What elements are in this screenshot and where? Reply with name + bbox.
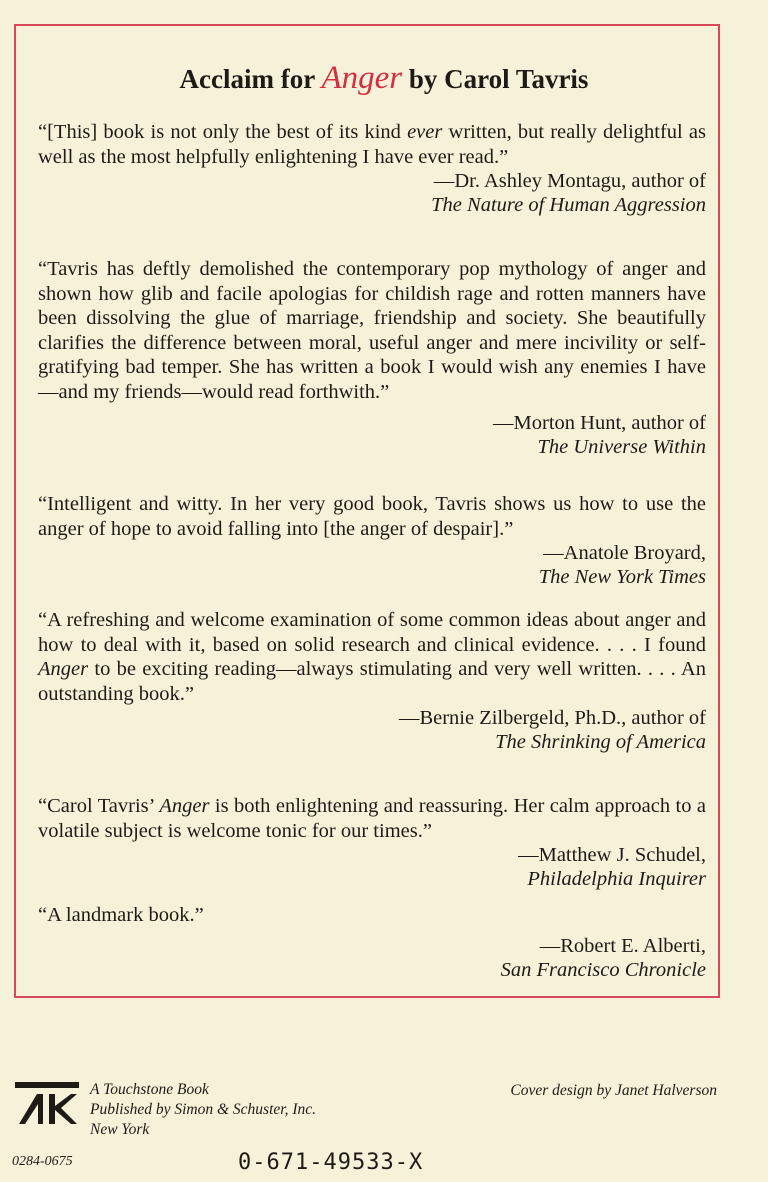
published-by: Published by Simon & Schuster, Inc. <box>90 1101 317 1118</box>
review-attribution: —Matthew J. Schudel, Philadelphia Inquirer <box>518 844 706 891</box>
work-title: San Francisco Chronicle <box>500 958 706 981</box>
book-title: Anger <box>321 60 403 96</box>
review-quote: “A refreshing and welcome examination of some common ideas about anger and how to deal with it, based on solid research and clinical evidence. . . . I found Anger to be exciting reading—always stimulating and very well written. . . . An outstanding book.” <box>38 609 706 705</box>
review-quote: “Carol Tavris’ Anger is both enlightening and reassuring. Her calm approach to a volatile subject is welcome tonic for our times.” <box>38 795 706 842</box>
title-suffix: by Carol Tavris <box>408 64 589 94</box>
cover-credit: Cover design by Janet Halverson <box>510 1082 717 1099</box>
review-quote: “Tavris has deftly demolished the contemporary pop mythology of anger and shown how glib and facile apologias for childish rage and rotten manners have been dissolving the glue of marriage, friendship and society. She beautifully clarifies the difference between moral, useful anger and mere incivility or self-gratifying bad temper. She has written a book I would wish any enemies I have—and my friends—would read forthwith.” <box>38 258 706 403</box>
title-prefix: Acclaim for <box>179 64 315 94</box>
catalog-code: 0284-0675 <box>12 1154 73 1169</box>
review-alberti <box>38 903 706 982</box>
review-attribution: —Dr. Ashley Montagu, author of The Nature of Human Aggression <box>38 169 706 217</box>
page-title <box>0 60 768 97</box>
review-quote: “Intelligent and witty. In her very good book, Tavris shows us how to use the anger of hope to avoid falling into [the anger of despair].” <box>38 493 706 540</box>
review-schudel <box>38 794 706 891</box>
work-title: The Nature of Human Aggression <box>431 194 706 217</box>
review-montagu <box>38 120 706 217</box>
publisher-info <box>90 1080 316 1140</box>
review-hunt <box>38 257 706 459</box>
imprint: A Touchstone Book <box>90 1081 209 1098</box>
review-attribution: —Anatole Broyard, The New York Times <box>538 542 706 589</box>
isbn: 0-671-49533-X <box>238 1150 424 1175</box>
work-title: Philadelphia Inquirer <box>527 868 706 891</box>
review-attribution: —Bernie Zilbergeld, Ph.D., author of The Shrinking of America <box>38 706 706 754</box>
publisher-city: New York <box>90 1121 150 1138</box>
work-title: The Shrinking of America <box>495 731 706 754</box>
work-title: The Universe Within <box>537 435 706 458</box>
work-title: The New York Times <box>538 566 706 589</box>
review-attribution: —Robert E. Alberti, San Francisco Chronicle <box>500 934 706 981</box>
touchstone-logo-icon <box>15 1082 79 1126</box>
review-broyard <box>38 492 706 589</box>
review-quote: “A landmark book.” <box>38 904 204 926</box>
review-quote: “[This] book is not only the best of its kind ever written, but really delightful as well as the most helpfully enlightening I have ever read.” <box>38 121 706 168</box>
review-attribution: —Morton Hunt, author of The Universe Within <box>493 411 706 458</box>
review-zilbergeld <box>38 608 706 754</box>
